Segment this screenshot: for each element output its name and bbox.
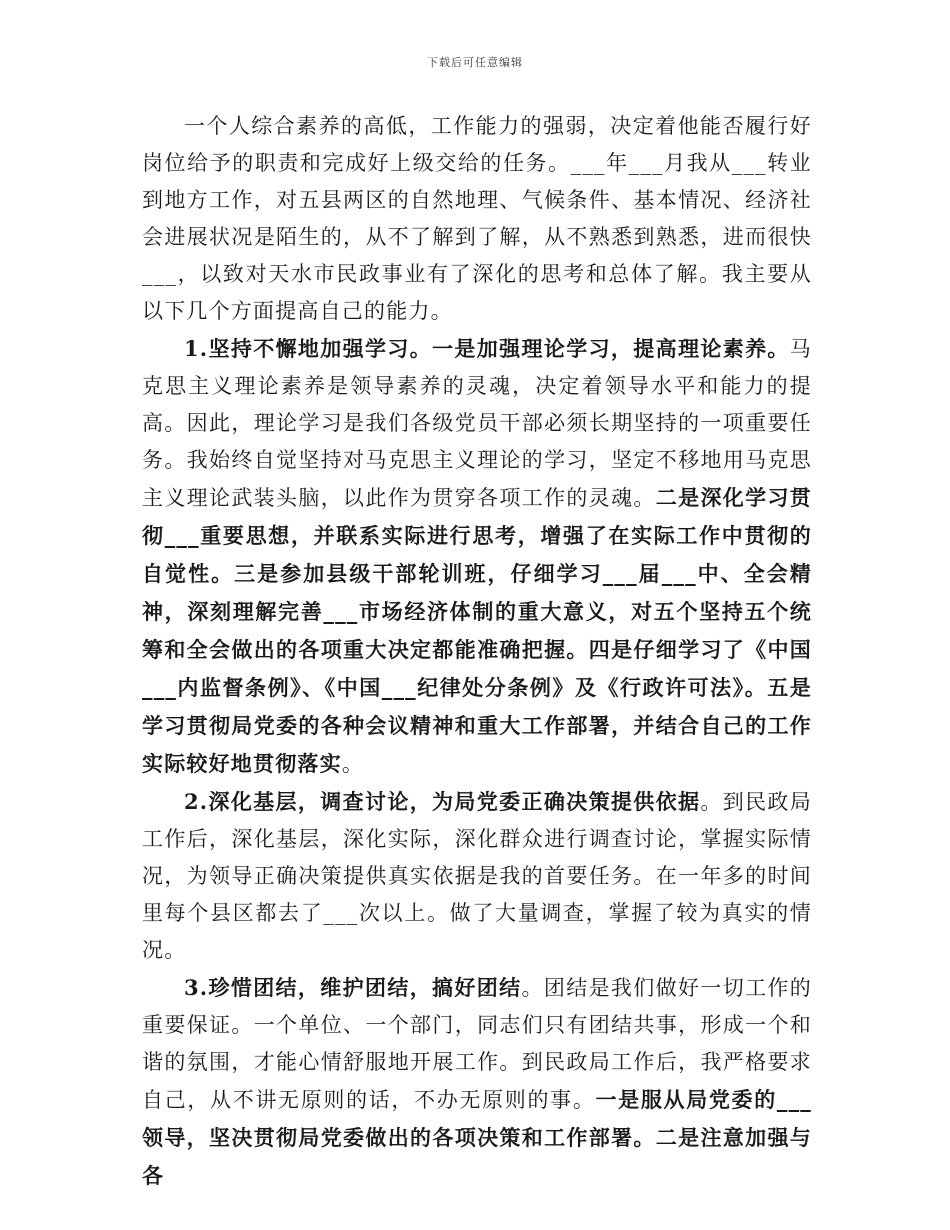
header-note: 下载后可任意编辑 [427, 56, 523, 69]
paragraph-research [142, 783, 812, 969]
paragraph-text: 一个人综合素养的高低，工作能力的强弱，决定着他能否履行好岗位给予的职责和完成好上级交给的任务。___年___月我从___转业到地方工作，对五县两区的自然地理、气候条件、基本情况、经济社会进展状况是陌生的，从不了解到了解，从不熟悉到熟悉，进而很快___，以致对天水市民政事业有了深化的思考和总体了解。我主要从以下几个方面提高自己的能力。 [142, 114, 812, 323]
paragraph-text: 马克思主义理论素养是领导素养的灵魂，决定着领导水平和能力的提高。因此，理论学习是我们各级党员干部必须长期坚持的一项重要任务。我始终自觉坚持对马克思主义理论的学习，坚定不移地用马克思主义理论武装头脑，以此作为贯穿各项工作的灵魂。 [142, 337, 812, 510]
document-body [142, 108, 812, 1195]
paragraph-intro [142, 108, 812, 330]
paragraph-study [142, 330, 812, 783]
paragraph-bold-text: 二是深化学习贯彻___重要思想，并联系实际进行思考，增强了在实际工作中贯彻的自觉性。三是参加县级干部轮训班，仔细学习___届___中、全会精神，深刻理解完善___市场经济体制的重大意义，对五个坚持五个统筹和全会做出的各项重大决定都能准确把握。四是仔细学习了《中国___内监督条例》、《中国___纪律处分条例》及《行政许可法》。五是学习贯彻局党委的各种会议精神和重大工作部署，并结合自己的工作实际较好地贯彻落实 [142, 485, 812, 776]
paragraph-unity [142, 969, 812, 1195]
paragraph-bold-text: 一是服从局党委的___领导，坚决贯彻局党委做出的各项决策和工作部署。二是注意加强与各 [142, 1087, 812, 1188]
section-heading: 3.珍惜团结，维护团结，搞好团结 [184, 975, 522, 1000]
paragraph-text: 。 [341, 752, 365, 776]
paragraph-text: 。团结是我们做好一切工作的重要保证。一个单位、一个部门，同志们只有团结共事，形成一个和谐的氛围，才能心情舒服地开展工作。到民政局工作后，我严格要求自己，从不讲无原则的话，不办无原则的事。 [142, 976, 812, 1112]
section-heading: 1.坚持不懈地加强学习。一是加强理论学习，提高理论素养。 [184, 336, 790, 361]
section-heading: 2.深化基层，调查讨论，为局党委正确决策提供依据 [184, 789, 701, 814]
paragraph-text: 。到民政局工作后，深化基层，深化实际，深化群众进行调查讨论，掌握实际情况，为领导正确决策提供真实依据是我的首要任务。在一年多的时间里每个县区都去了___次以上。做了大量调查，掌握了较为真实的情况。 [142, 790, 812, 962]
